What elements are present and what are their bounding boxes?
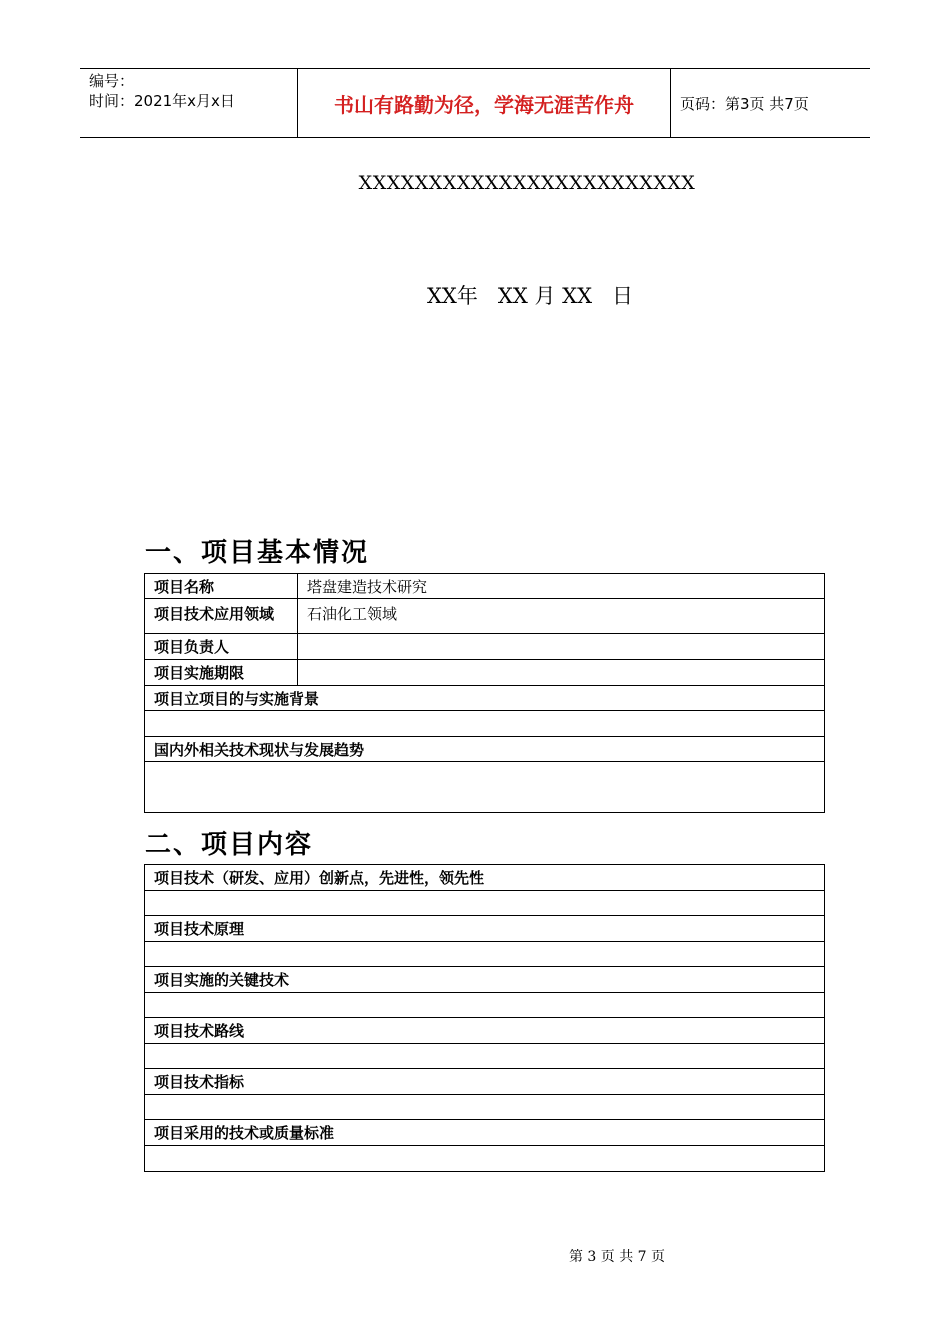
table-row: [145, 762, 825, 813]
block-value[interactable]: [145, 711, 825, 737]
section2-heading: 二、项目内容: [145, 830, 314, 860]
block-label: 国内外相关技术现状与发展趋势: [145, 737, 825, 762]
table-row: [145, 711, 825, 737]
block-value[interactable]: [145, 993, 825, 1018]
block-label: 项目立项目的与实施背景: [145, 686, 825, 711]
table-row: [145, 686, 825, 711]
field-label: 项目技术应用领域: [145, 599, 298, 634]
table-row: [145, 1146, 825, 1172]
block-label: 项目采用的技术或质量标准: [145, 1120, 825, 1146]
header-motto: 书山有路勤为径，学海无涯苦作舟: [298, 69, 671, 137]
page-footer: 第 3 页 共 7 页: [568, 1249, 666, 1265]
field-label: 项目名称: [145, 574, 298, 599]
time-label: 时间：2021年x月x日: [89, 92, 235, 110]
table-row: [145, 942, 825, 967]
table-row: [145, 737, 825, 762]
block-label: 项目技术（研发、应用）创新点，先进性，领先性: [145, 865, 825, 891]
table-row: [145, 1069, 825, 1095]
table-row: [145, 660, 825, 686]
table-row: [145, 1120, 825, 1146]
block-label: 项目实施的关键技术: [145, 967, 825, 993]
table-row: [145, 1095, 825, 1120]
field-value[interactable]: 石油化工领域: [298, 599, 825, 634]
document-title: XXXXXXXXXXXXXXXXXXXXXXXX: [358, 172, 696, 194]
block-value[interactable]: [145, 891, 825, 916]
table-row: [145, 993, 825, 1018]
block-value[interactable]: [145, 1095, 825, 1120]
block-value[interactable]: [145, 942, 825, 967]
block-value[interactable]: [145, 762, 825, 813]
header-page-label: 页码：第3页 共7页: [680, 94, 809, 113]
basic-info-table: [144, 573, 825, 813]
table-row: [145, 916, 825, 942]
document-date: XX年 XX 月 XX 日: [426, 284, 634, 308]
table-row: [145, 865, 825, 891]
block-value[interactable]: [145, 1044, 825, 1069]
block-label: 项目技术原理: [145, 916, 825, 942]
block-value[interactable]: [145, 1146, 825, 1172]
table-row: [145, 891, 825, 916]
header-meta: [80, 69, 298, 137]
table-row: [145, 1044, 825, 1069]
field-value[interactable]: [298, 634, 825, 660]
block-label: 项目技术路线: [145, 1018, 825, 1044]
table-row: [145, 967, 825, 993]
page-header: [80, 68, 870, 138]
block-label: 项目技术指标: [145, 1069, 825, 1095]
table-row: [145, 599, 825, 634]
table-row: [145, 574, 825, 599]
field-label: 项目实施期限: [145, 660, 298, 686]
table-row: [145, 1018, 825, 1044]
table-row: [145, 634, 825, 660]
number-label: 编号：: [89, 72, 135, 90]
section1-heading: 一、项目基本情况: [145, 538, 370, 568]
field-value[interactable]: [298, 660, 825, 686]
field-label: 项目负责人: [145, 634, 298, 660]
field-value[interactable]: 塔盘建造技术研究: [298, 574, 825, 599]
content-table: [144, 864, 825, 1172]
